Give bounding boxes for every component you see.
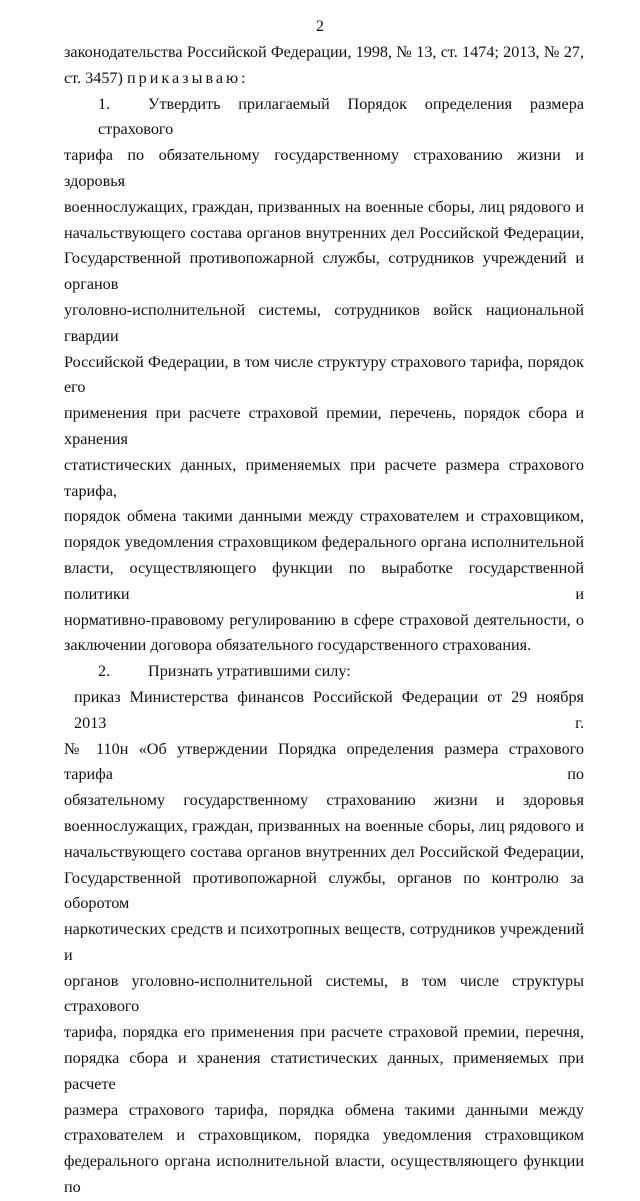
- item1-line-12: нормативно-правовому регулированию в сфере страховой деятельности, о: [64, 610, 584, 629]
- item1-line-7: применения при расчете страховой премии, перечень, порядок сбора и хранения: [64, 404, 584, 448]
- intro-line-1: законодательства Российской Федерации, 1998, № 13, ст. 1474; 2013, № 27,: [64, 43, 584, 61]
- item2-number: 2.: [98, 662, 111, 681]
- intro-citation: ст. 3457): [64, 68, 123, 87]
- order-line-6: наркотических средств и психотропных веществ, сотрудников учреждений и: [64, 920, 584, 964]
- order-line-1: № 110н «Об утверждении Порядка определения размера страхового тарифа по: [64, 739, 584, 784]
- item1-line-1: тарифа по обязательному государственному страхованию жизни и здоровья: [64, 146, 584, 190]
- item1-line-5: уголовно-исполнительной системы, сотрудников войск национальной гвардии: [64, 300, 584, 345]
- item1-line-11: власти, осуществляющего функции по выработке государственной политики и: [64, 558, 584, 603]
- item1-line-13: заключении договора обязательного государственного страхования.: [64, 636, 532, 655]
- order-line-11: страхователем и страховщиком, порядка уведомления страховщиком: [64, 1126, 584, 1145]
- item1-number: 1.: [98, 94, 111, 113]
- item1-line-8: статистических данных, применяемых при расчете размера страхового тарифа,: [64, 455, 584, 500]
- order-line-8: тарифа, порядка его применения при расчете страховой премии, перечня,: [64, 1023, 584, 1042]
- order-line-5: Государственной противопожарной службы, органов по контролю за оборотом: [64, 868, 584, 913]
- item1-line-0-text: Утвердить прилагаемый Порядок определения размера страхового: [98, 94, 584, 139]
- item1-line-2: военнослужащих, граждан, призванных на военные сборы, лиц рядового и: [64, 197, 584, 216]
- item2-text: Признать утратившими силу:: [148, 662, 351, 681]
- document-body: [64, 40, 584, 1201]
- item1-line-10: порядок уведомления страховщиком федерального органа исполнительной: [64, 533, 584, 552]
- page-number: 2: [316, 18, 324, 35]
- order-line-4: начальствующего состава органов внутренних дел Российской Федерации,: [64, 842, 584, 861]
- intro-line-2: [64, 66, 584, 92]
- order-line-12: федерального органа исполнительной власти, осуществляющего функции по: [64, 1152, 584, 1197]
- order-line-2: обязательному государственному страхованию жизни и здоровья: [64, 791, 584, 810]
- item2-line: [64, 659, 584, 685]
- item1-line-3: начальствующего состава органов внутренних дел Российской Федерации,: [64, 223, 584, 242]
- order-line-7: органов уголовно-исполнительной системы, в том числе структуры страхового: [64, 971, 584, 1016]
- item1-line-9: порядок обмена такими данными между страхователем и страховщиком,: [64, 507, 584, 526]
- order-line-10: размера страхового тарифа, порядка обмена такими данными между: [64, 1100, 584, 1119]
- order-line-0: приказ Министерства финансов Российской Федерации от 29 ноября 2013 г.: [74, 687, 584, 732]
- order-verb: приказываю:: [126, 68, 249, 87]
- item1-line-0: [64, 92, 584, 144]
- order-line-9: порядка сбора и хранения статистических данных, применяемых при расчете: [64, 1049, 584, 1093]
- item1-line-4: Государственной противопожарной службы, сотрудников учреждений и органов: [64, 249, 584, 294]
- item1-line-6: Российской Федерации, в том числе структуру страхового тарифа, порядок его: [64, 352, 584, 397]
- order-line-3: военнослужащих, граждан, призванных на военные сборы, лиц рядового и: [64, 816, 584, 835]
